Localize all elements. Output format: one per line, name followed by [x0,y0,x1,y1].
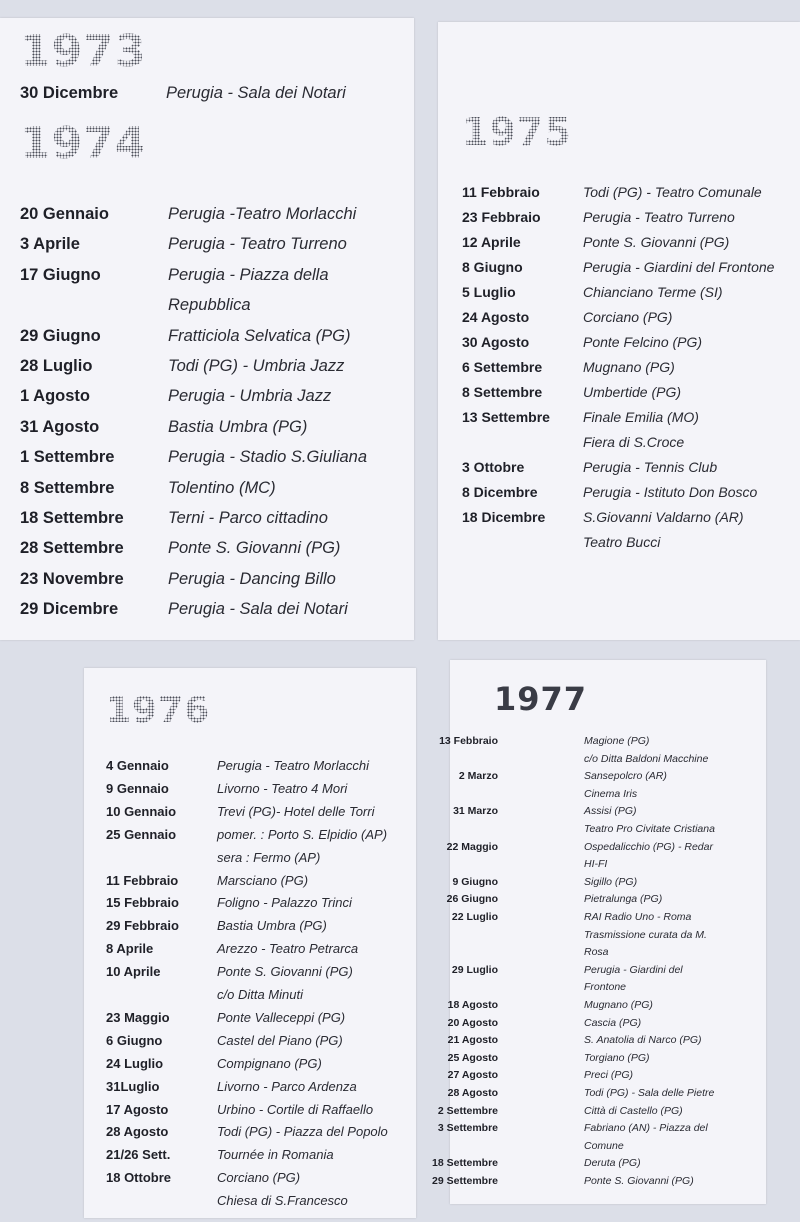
concert-place: Trasmissione curata da M. [584,928,707,941]
concert-place: Frontone [584,981,627,994]
concert-date: 10 Aprile [106,964,161,980]
concert-date: 28 Luglio [20,357,93,375]
concert-date: 28 Agosto [447,1087,498,1099]
concert-date: 8 Giugno [462,259,523,275]
concert-place: Preci (PG) [584,1069,634,1082]
concert-place: Fratticiola Selvatica (PG) [168,326,351,345]
year-1977-heading: 1977 [494,680,588,718]
concert-place: Perugia - Dancing Billo [168,569,336,588]
concert-date: 18 Ottobre [106,1170,172,1186]
concert-place: Arezzo - Teatro Petrarca [217,941,359,957]
concert-place: Repubblica [168,296,251,315]
concert-place: Perugia - Giardini del [584,963,683,976]
concert-place: Rosa [584,946,609,959]
concert-place: S. Anatolia di Narco (PG) [584,1034,702,1047]
concert-place: Umbertide (PG) [583,384,682,400]
concert-date: 10 Gennaio [106,803,177,819]
concert-date: 31 Agosto [20,417,100,436]
concert-date: 11 Febbraio [106,872,179,888]
concert-date: 23 Novembre [20,569,124,588]
concert-date: 12 Aprile [462,234,521,250]
concert-date: 20 Gennaio [20,205,109,223]
card-1977 [432,660,766,1204]
concert-place: Todi (PG) - Teatro Comunale [583,184,762,200]
concert-place: Deruta (PG) [584,1157,641,1170]
concert-date: 3 Settembre [437,1122,498,1135]
card-1976 [84,668,416,1218]
concert-place: Terni - Parco cittadino [168,509,328,527]
concert-place: Compignano (PG) [217,1055,322,1071]
concert-place: Bastia Umbra (PG) [168,417,308,436]
concert-place: Tournée in Romania [217,1147,334,1163]
concert-date: 8 Settembre [462,384,543,400]
concert-date: 5 Luglio [462,284,516,300]
concert-date: 2 Marzo [458,770,498,783]
concert-date: 9 Gennaio [106,780,169,796]
concert-date: 13 Febbraio [439,735,498,747]
concert-date: 21/26 Sett. [106,1147,171,1163]
concert-place: Todi (PG) - Umbria Jazz [168,357,345,375]
concert-place: Sigillo (PG) [584,875,638,888]
concert-date: 1 Agosto [20,387,90,406]
concert-date: 31 Marzo [453,805,498,818]
concert-place: Città di Castello (PG) [584,1104,683,1117]
concert-place: Perugia - Giardini del Frontone [583,259,775,275]
concert-place: Torgiano (PG) [584,1051,650,1064]
concert-place: Cascia (PG) [584,1016,642,1029]
concert-place: Ospedalicchio (PG) - Redar [584,840,713,853]
concert-date: 18 Settembre [432,1157,498,1170]
year-1973-heading: 1973 [20,26,147,77]
concert-date: 22 Luglio [451,911,498,923]
concert-date: 13 Settembre [462,409,550,425]
concert-place: Mugnano (PG) [583,359,675,375]
concert-place: Ponte S. Giovanni (PG) [168,539,341,558]
card-1975 [438,22,800,640]
concert-place: Bastia Umbra (PG) [217,918,327,934]
concert-date: 26 Giugno [446,893,498,906]
concert-date: 30 Dicembre [20,84,119,102]
concert-place: Livorno - Teatro 4 Mori [217,780,348,796]
concert-date: 21 Agosto [447,1034,498,1047]
concert-place: Perugia - Sala dei Notari [168,600,348,619]
year-1976-heading: 1976 [106,690,211,731]
concert-date: 22 Maggio [446,840,498,853]
concert-place: Perugia - Sala dei Notari [166,84,346,102]
concert-place: Todi (PG) - Piazza del Popolo [217,1124,388,1140]
concert-place: Urbino - Cortile di Raffaello [217,1101,374,1117]
concert-place: Teatro Bucci [583,534,661,550]
concert-date: 25 Gennaio [106,826,177,842]
concert-place: Mugnano (PG) [584,999,653,1011]
concert-date: 24 Luglio [106,1055,164,1071]
concert-date: 23 Febbraio [462,209,541,225]
year-1975-heading: 1975 [462,110,572,154]
concert-date: 4 Gennaio [106,758,169,773]
concert-place: Castel del Piano (PG) [217,1032,343,1048]
concert-date: 6 Giugno [106,1032,163,1048]
concert-date: 6 Settembre [462,359,543,375]
concert-place: HI-FI [584,858,608,871]
concert-place: Fabriano (AN) - Piazza del [584,1122,708,1135]
concert-place: sera : Fermo (AP) [217,849,321,865]
concert-place: c/o Ditta Baldoni Macchine [584,752,709,765]
concert-place: pomer. : Porto S. Elpidio (AP) [217,826,388,842]
concert-place: Corciano (PG) [217,1170,301,1186]
concert-date: 30 Agosto [462,334,530,350]
concert-place: RAI Radio Uno - Roma [584,911,692,923]
concert-place: Magione (PG) [584,735,650,747]
concert-date: 23 Maggio [106,1009,170,1025]
concert-date: 28 Agosto [106,1124,169,1140]
concert-date: 11 Febbraio [462,184,540,200]
concert-place: Corciano (PG) [583,309,673,325]
concert-place: Ponte S. Giovanni (PG) [583,234,730,250]
concert-date: 29 Dicembre [20,600,119,619]
concert-date: 15 Febbraio [106,895,179,911]
concert-date: 24 Agosto [462,309,530,325]
concert-date: 8 Aprile [106,941,154,957]
concert-place: c/o Ditta Minuti [217,987,303,1002]
concert-date: 8 Dicembre [462,484,538,500]
concert-date: 9 Giugno [452,875,498,888]
card-1973-1974 [0,18,414,640]
concert-place: Ponte S. Giovanni (PG) [217,964,353,980]
concert-place: Chiesa di S.Francesco [217,1193,348,1209]
concert-place: Marsciano (PG) [217,872,309,888]
concert-place: Foligno - Palazzo Trinci [217,895,352,911]
concert-place: Assisi (PG) [584,805,637,818]
concert-date: 2 Settembre [437,1104,498,1117]
concert-date: 25 Agosto [447,1051,498,1064]
concert-date: 27 Agosto [447,1069,498,1082]
concert-date: 18 Dicembre [462,509,546,525]
concert-place: S.Giovanni Valdarno (AR) [583,509,744,525]
concert-place: Ponte Felcino (PG) [583,334,703,350]
concert-place: Perugia - Teatro Morlacchi [217,758,369,773]
concert-date: 29 Settembre [432,1175,498,1187]
concert-place: Perugia - Istituto Don Bosco [583,484,758,500]
concert-date: 28 Settembre [20,539,124,558]
concert-place: Trevi (PG)- Hotel delle Torri [217,803,375,819]
concert-place: Sansepolcro (AR) [584,770,667,783]
concert-place: Cinema Iris [584,787,638,800]
concert-place: Chianciano Terme (SI) [583,284,723,300]
concert-date: 31Luglio [106,1078,160,1094]
concert-place: Tolentino (MC) [168,478,276,497]
concert-place: Perugia - Teatro Turreno [168,235,347,254]
concert-place: Comune [584,1139,624,1152]
concert-date: 29 Febbraio [106,918,179,934]
concert-place: Livorno - Parco Ardenza [217,1078,357,1094]
concert-date: 3 Aprile [20,235,80,254]
concert-place: Perugia -Teatro Morlacchi [168,205,357,223]
concert-place: Ponte S. Giovanni (PG) [584,1175,694,1187]
concert-date: 3 Ottobre [462,459,525,475]
concert-date: 29 Giugno [20,326,101,345]
concert-date: 29 Luglio [451,963,498,976]
concert-place: Finale Emilia (MO) [583,409,699,425]
concert-date: 1 Settembre [20,448,115,467]
concert-place: Todi (PG) - Sala delle Pietre [584,1087,715,1099]
concert-place: Perugia - Teatro Turreno [583,209,735,225]
concert-date: 17 Agosto [106,1101,169,1117]
concert-place: Perugia - Stadio S.Giuliana [168,448,368,467]
concert-date: 17 Giugno [20,265,101,284]
concert-place: Ponte Valleceppi (PG) [217,1009,346,1025]
concert-place: Perugia - Tennis Club [583,459,718,475]
year-1974-heading: 1974 [20,118,147,169]
concert-date: 18 Agosto [447,999,498,1011]
concert-place: Fiera di S.Croce [583,434,685,450]
concert-place: Teatro Pro Civitate Cristiana [584,823,715,835]
concert-place: Pietralunga (PG) [584,893,663,906]
concert-place: Perugia - Piazza della [168,265,329,284]
concert-date: 20 Agosto [447,1016,498,1029]
concert-place: Perugia - Umbria Jazz [168,387,332,406]
concert-date: 18 Settembre [20,509,124,527]
concert-date: 8 Settembre [20,478,115,497]
